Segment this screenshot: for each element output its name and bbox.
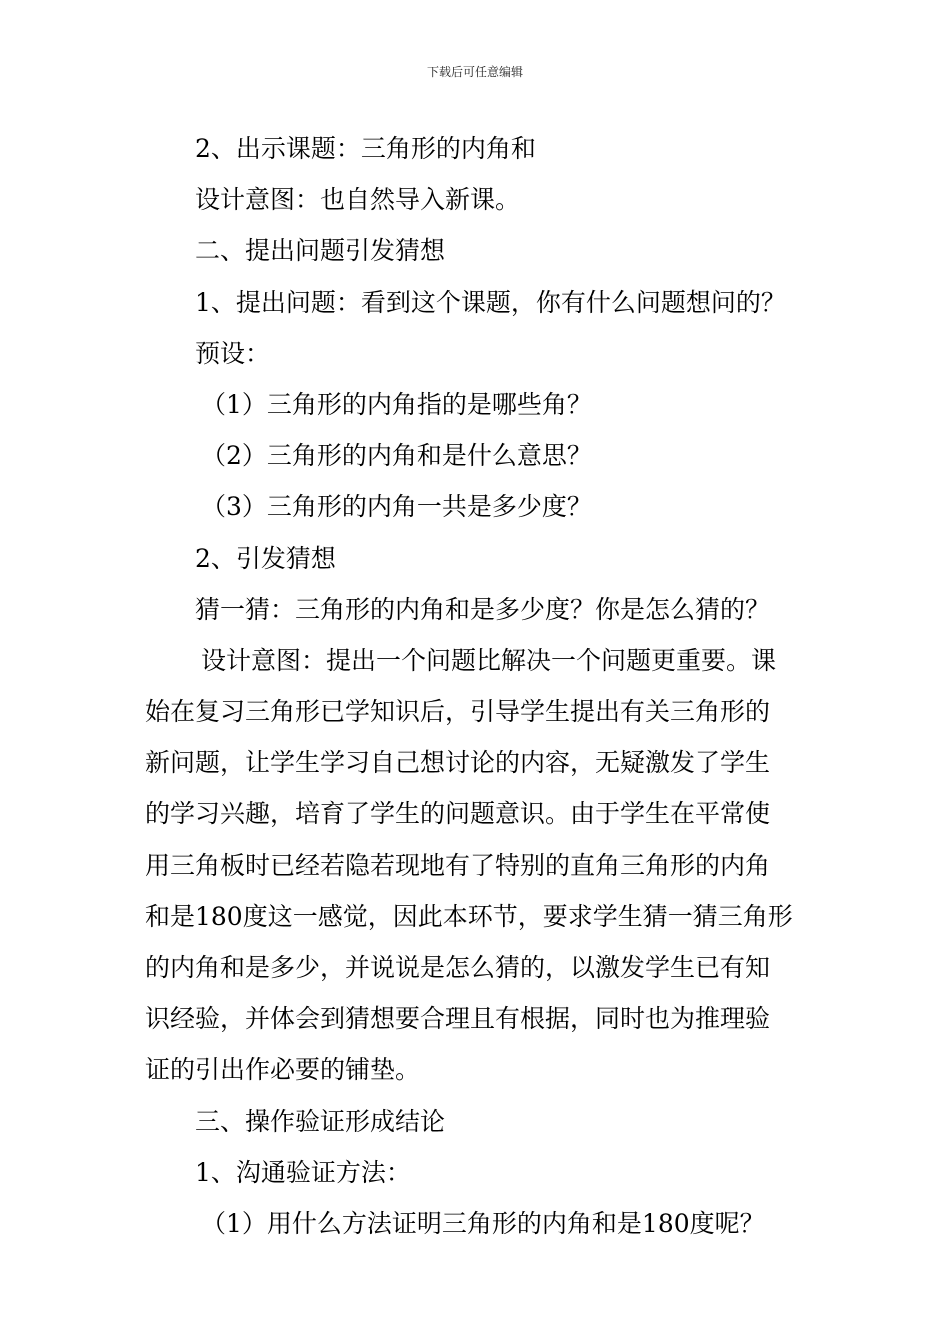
text-line: （2）三角形的内角和是什么意思？ <box>201 441 592 471</box>
text-line: （1）三角形的内角指的是哪些角？ <box>201 389 592 419</box>
text-line: 的学习兴趣，培育了学生的问题意识。由于学生在平常使 <box>145 799 771 829</box>
document-body <box>145 123 811 1249</box>
text-line: 和是180度这一感觉，因此本环节，要求学生猜一猜三角形 <box>145 901 793 931</box>
text-line: 识经验，并体会到猜想要合理且有根据，同时也为推理验 <box>145 1004 771 1034</box>
text-line: （1）用什么方法证明三角形的内角和是180度呢？ <box>201 1208 765 1238</box>
text-line: 始在复习三角形已学知识后，引导学生提出有关三角形的 <box>145 697 771 727</box>
text-line: 设计意图：提出一个问题比解决一个问题更重要。课 <box>201 645 777 675</box>
text-line: 的内角和是多少，并说说是怎么猜的，以激发学生已有知 <box>145 953 771 982</box>
text-line: 猜一猜：三角形的内角和是多少度？你是怎么猜的？ <box>195 594 771 624</box>
text-line: 1、沟通验证方法： <box>195 1157 411 1187</box>
text-line: 预设： <box>195 338 271 368</box>
text-line: 二、提出问题引发猜想 <box>195 236 446 266</box>
text-line: 新问题，让学生学习自己想讨论的内容，无疑激发了学生 <box>145 748 771 778</box>
text-line: 2、出示课题：三角形的内角和 <box>195 134 536 163</box>
text-line: 用三角板时已经若隐若现地有了特别的直角三角形的内角 <box>145 850 771 880</box>
text-line: 2、引发猜想 <box>195 543 336 573</box>
text-line: 证的引出作必要的铺垫。 <box>145 1055 421 1085</box>
text-line: 设计意图：也自然导入新课。 <box>195 185 521 215</box>
page-header: 下载后可任意编辑 <box>426 65 523 79</box>
text-line: 1、提出问题：看到这个课题，你有什么问题想问的？ <box>195 287 786 317</box>
text-line: 三、操作验证形成结论 <box>195 1106 446 1136</box>
text-line: （3）三角形的内角一共是多少度？ <box>201 492 592 522</box>
